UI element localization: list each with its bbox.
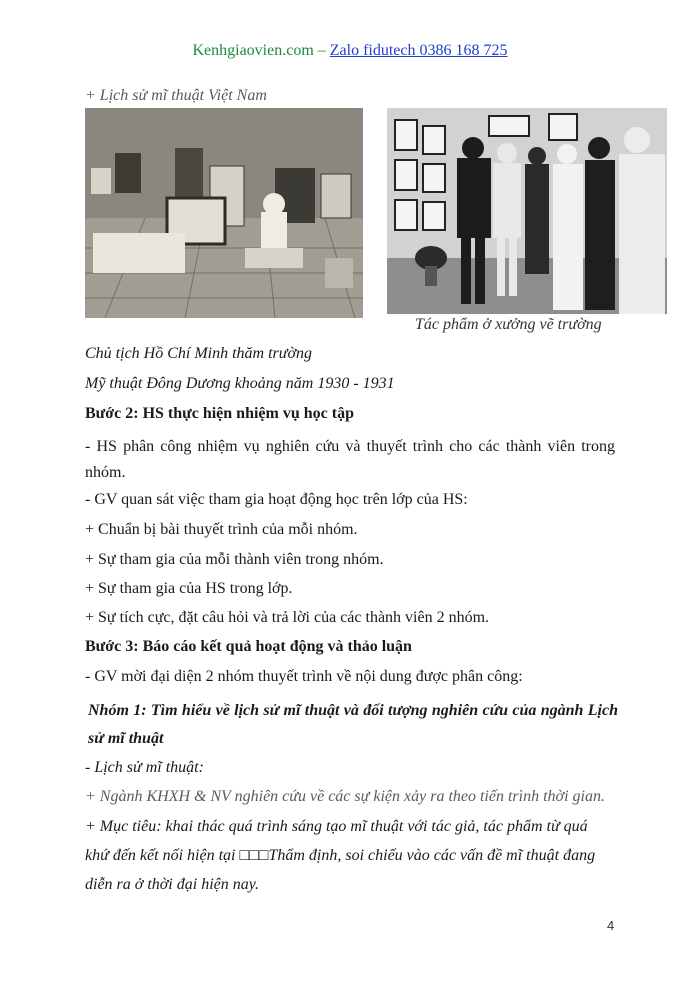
step2-item-3: + Sự tham gia của HS trong lớp.: [85, 580, 293, 597]
history-bullet-2-line1: + Mục tiêu: khai thác quá trình sáng tạo mĩ thuật với tác giả, tác phẩm từ quá: [85, 818, 588, 835]
step3-paragraph1: - GV mời đại diện 2 nhóm thuyết trình về nội dung được phân công:: [85, 668, 523, 685]
page-header: [0, 42, 700, 60]
step2-paragraph2: - GV quan sát việc tham gia hoạt động học trên lớp của HS:: [85, 491, 468, 508]
photo-president-visit-image: [387, 108, 667, 314]
header-zalo-link[interactable]: Zalo fidutech 0386 168 725: [329, 42, 508, 59]
step3-title: Bước 3: Báo cáo kết quả hoạt động và thảo luận: [85, 638, 412, 655]
step2-item-4: + Sự tích cực, đặt câu hỏi và trả lời của các thành viên 2 nhóm.: [85, 609, 490, 626]
step2-paragraph1: - HS phân công nhiệm vụ nghiên cứu và thuyết trình cho các thành viên trong nhóm.: [85, 438, 615, 481]
header-separator: –: [313, 42, 330, 59]
section-heading: + Lịch sử mĩ thuật Việt Nam: [85, 87, 267, 104]
photo-caption-left-line1: Chủ tịch Hồ Chí Minh thăm trường: [85, 345, 313, 362]
step2-item-1: + Chuẩn bị bài thuyết trình của mỗi nhóm.: [85, 521, 358, 538]
step2-item-2: + Sự tham gia của mỗi thành viên trong nhóm.: [85, 551, 384, 568]
photo-studio-interior-image: [85, 108, 363, 318]
header-site[interactable]: Kenhgiaovien.com: [192, 42, 314, 59]
history-bullet-1: + Ngành KHXH & NV nghiên cứu về các sự kiện xảy ra theo tiến trình thời gian.: [85, 788, 605, 805]
photo-president-visit: [387, 108, 667, 314]
page-number: 4: [607, 918, 615, 933]
photo-caption-left-line2: Mỹ thuật Đông Dương khoảng năm 1930 - 1931: [85, 375, 395, 392]
history-bullet-2-line3: diễn ra ở thời đại hiện nay.: [85, 876, 259, 893]
step2-title: Bước 2: HS thực hiện nhiệm vụ học tập: [85, 405, 354, 422]
photo-caption-right: Tác phẩm ở xưởng vẽ trường: [415, 316, 602, 333]
history-subheading: - Lịch sử mĩ thuật:: [85, 759, 204, 776]
photo-studio-interior: [85, 108, 363, 318]
history-bullet-2-line2: khứ đến kết nối hiện tại □□□Thẩm định, soi chiếu vào các vấn đề mĩ thuật đang: [85, 847, 596, 864]
group1-title: Nhóm 1: Tìm hiểu về lịch sử mĩ thuật và đối tượng nghiên cứu của ngành Lịch sử mĩ thuật: [88, 702, 618, 747]
